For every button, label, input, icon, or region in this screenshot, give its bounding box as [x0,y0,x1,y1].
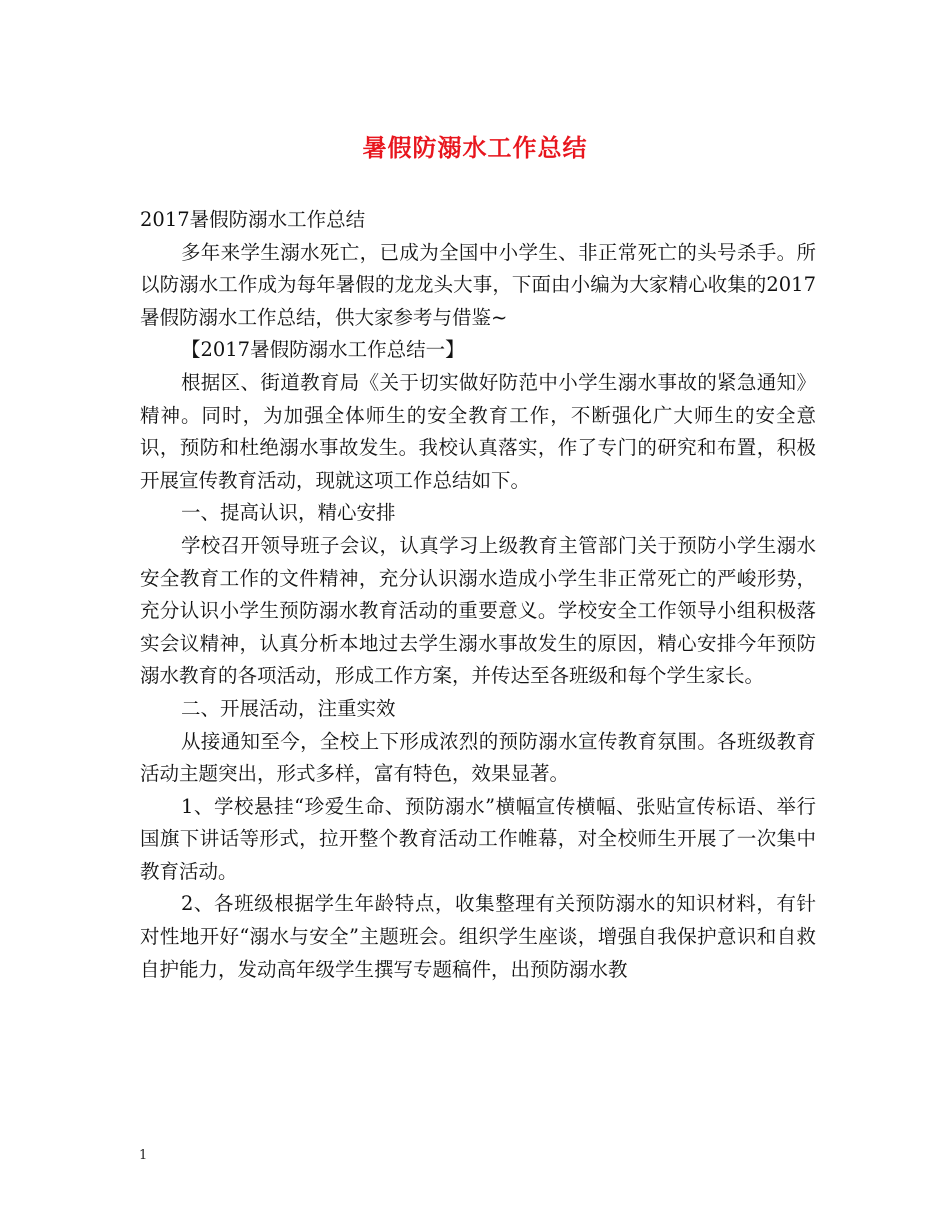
paragraph-subtitle: 2017暑假防溺水工作总结 [140,208,366,231]
paragraph-item-1: 1、学校悬挂“珍爱生命、预防溺水”横幅宣传横幅、张贴宣传标语、举行国旗下讲话等形式，拉开整个教育活动工作帷幕，对全校师生开展了一次集中教育活动。 [140,794,816,883]
paragraph-item-2: 2、各班级根据学生年龄特点，收集整理有关预防溺水的知识材料，有针对性地开好“溺水与安全”主题班会。组织学生座谈，增强自我保护意识和自救自护能力，发动高年级学生撰写专题稿件，出预防溺水教 [140,892,816,981]
paragraph-section-2: 从接通知至今，全校上下形成浓烈的预防溺水宣传教育氛围。各班级教育活动主题突出，形式多样，富有特色，效果显著。 [140,729,816,786]
paragraph-intro: 多年来学生溺水死亡，已成为全国中小学生、非正常死亡的头号杀手。所以防溺水工作成为每年暑假的龙龙头大事，下面由小编为大家精心收集的2017暑假防溺水工作总结，供大家参考与借鉴~ [140,240,816,329]
section-heading-1: 一、提高认识，精心安排 [180,501,396,525]
section-heading-part-one: 【2017暑假防溺水工作总结一】 [180,338,465,362]
paragraph-section-1: 学校召开领导班子会议，认真学习上级教育主管部门关于预防小学生溺水安全教育工作的文件精神，充分认识溺水造成小学生非正常死亡的严峻形势，充分认识小学生预防溺水教育活动的重要意义。学校安全工作领导小组积极落实会议精神，认真分析本地过去学生溺水事故发生的原因，精心安排今年预防溺水教育的各项活动，形成工作方案，并传达至各班级和每个学生家长。 [140,533,816,688]
section-heading-2: 二、开展活动，注重实效 [180,696,396,720]
document-title: 暑假防溺水工作总结 [362,133,588,162]
page-number: 1 [139,1148,148,1163]
paragraph-background: 根据区、街道教育局《关于切实做好防范中小学生溺水事故的紧急通知》精神。同时，为加强全体师生的安全教育工作，不断强化广大师生的安全意识，预防和杜绝溺水事故发生。我校认真落实，作了专门的研究和布置，积极开展宣传教育活动，现就这项工作总结如下。 [140,370,816,492]
document-body [140,204,816,986]
